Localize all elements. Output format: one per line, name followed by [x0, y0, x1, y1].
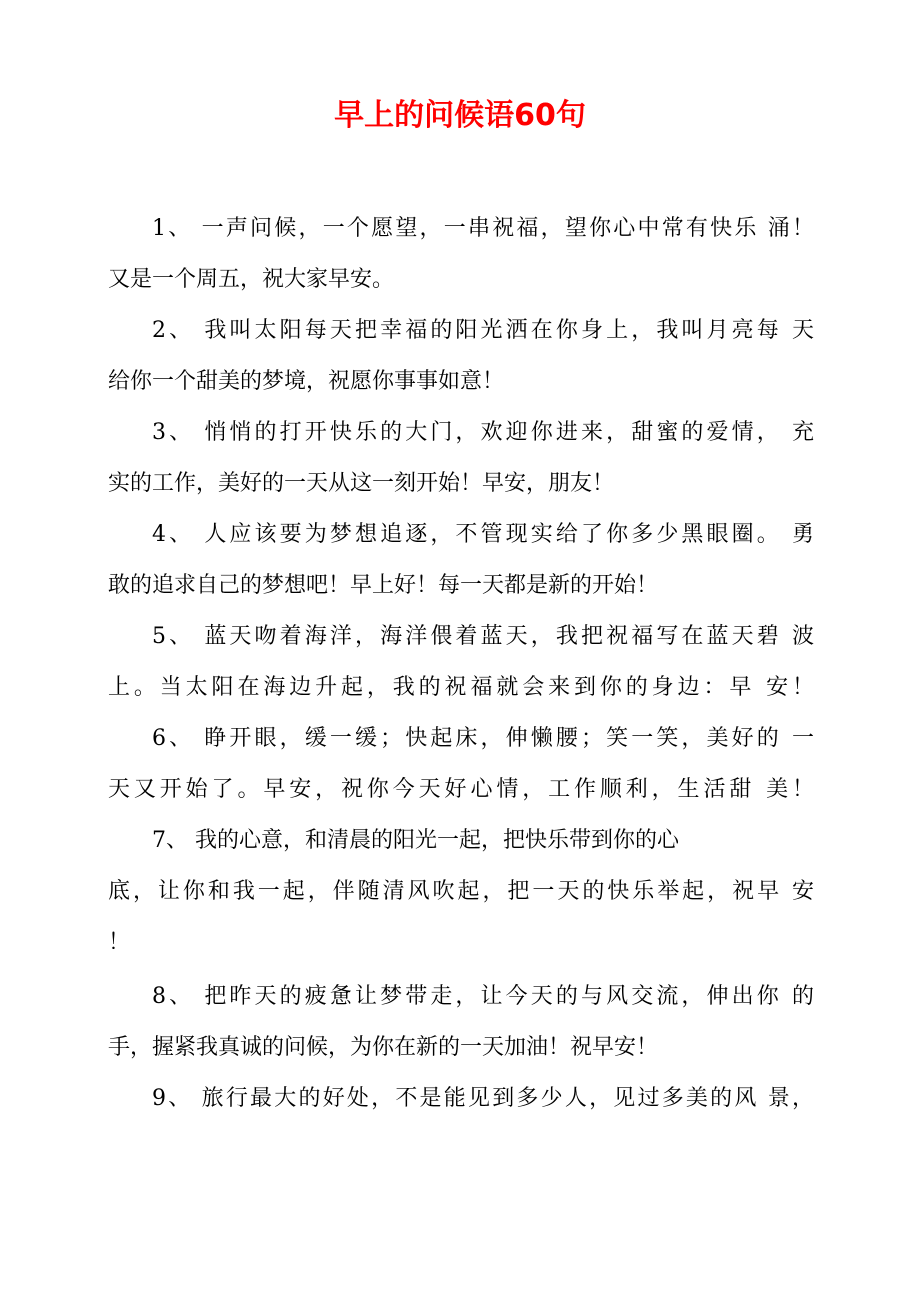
paragraph-8-line-1: 8、 把昨天的疲惫让梦带走，让今天的与风交流，伸出你 的 [152, 984, 814, 1009]
paragraph-7-line-2: 底，让你和我一起，伴随清风吹起，把一天的快乐举起，祝早 安 [108, 879, 814, 904]
paragraph-5-line-2: 上。当太阳在海边升起，我的祝福就会来到你的身边：早 安！ [108, 675, 814, 700]
paragraph-2-line-1: 2、 我叫太阳每天把幸福的阳光洒在你身上，我叫月亮每 天 [152, 318, 814, 343]
paragraph-6-line-2: 天又开始了。早安，祝你今天好心情，工作顺利，生活甜 美！ [108, 777, 814, 802]
paragraph-4-line-2: 敢的追求自己的梦想吧！早上好！每一天都是新的开始！ [108, 573, 659, 598]
paragraph-7-line-3: ！ [108, 930, 131, 955]
paragraph-6-line-1: 6、 睁开眼，缓一缓；快起床，伸懒腰；笑一笑，美好的 一 [152, 726, 814, 751]
paragraph-8-line-2: 手，握紧我真诚的问候，为你在新的一天加油！祝早安！ [108, 1035, 659, 1060]
paragraph-9-line-1: 9、 旅行最大的好处，不是能见到多少人，见过多美的风 景， [152, 1086, 814, 1111]
paragraph-2-line-2: 给你一个甜美的梦境，祝愿你事事如意！ [108, 369, 505, 394]
paragraph-3-line-2: 实的工作，美好的一天从这一刻开始！早安，朋友！ [108, 471, 615, 496]
paragraph-1-line-2: 又是一个周五，祝大家早安。 [108, 267, 395, 292]
paragraph-3-line-1: 3、 悄悄的打开快乐的大门，欢迎你进来，甜蜜的爱情， 充 [152, 420, 814, 445]
paragraph-5-line-1: 5、 蓝天吻着海洋，海洋偎着蓝天，我把祝福写在蓝天碧 波 [152, 624, 814, 649]
paragraph-4-line-1: 4、 人应该要为梦想追逐，不管现实给了你多少黑眼圈。 勇 [152, 522, 814, 547]
document-title: 早上的问候语60句 [334, 98, 586, 133]
paragraph-7-line-1: 7、 我的心意，和清晨的阳光一起，把快乐带到你的心 [152, 828, 679, 853]
paragraph-1-line-1: 1、 一声问候，一个愿望，一串祝福，望你心中常有快乐 涌！ [152, 216, 814, 241]
